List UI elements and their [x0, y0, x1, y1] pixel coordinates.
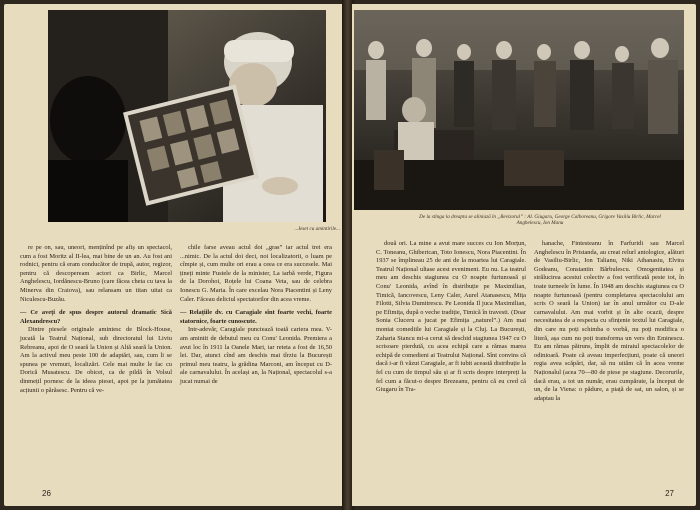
- page-number: 27: [665, 489, 674, 498]
- paragraph: hanache, Fintesteanu în Farfuridi sau Marcel Anghelescu în Pristanda, au creat relurl antologice, alături de Vasiliu-Birlic, Ion Talianu, Niki Athanasiu, Elvira Godeanu, Constantin Bărbulescu. Omogenitatea și strălucirea acestui colectiv a fost verificată peste tot, în toate turneele în lume. În 1948 am deschis stagiunea cu O noapte furtunoasă (pentru completarea spectacolului am scris O seară la Union) iar în anul următor cu D-ale carnavalului. Am mai vorbit și în alte ocazii, despre necesitatea de a respecta cu sfințenie textul lui Caragiale, din care nu poți schimba o vorbă, nu poți modifica o literă, așa cum nu poți transforma un vers din Eminescu. Eu am rămas pătruns, împlit de miraiul spectacolelor de odinioară. Poate că aveau imperfecțiuni, poate că uneori regia avea scăpări, dar, să nu uităm că în acea vreme Naționalul (acea 70—80 de piese pe stagiune. Decorurile, dacă erau, a tot un număr, erau cumpărate, la început de un, de la Viena: o pădure, a piață de sat, un salon, și se adaptau la: [534, 240, 684, 402]
- paragraph: re pe on, sau, uneori, menținînd pe afiș un spectacol, cum a fost Moritz al II-lea, mai bine de un an. Au fost ani rodnici, pentru că eram conducător de trupă, autor, regizor, pentru că descopeream actori ca Birlic, Marcel Anghelescu, Iordănescu-Bruno (care făcea cheta cu tava la Minerva din Craiova), sau relansam un titan uitat ca Niculescu-Buzău.: [20, 244, 172, 303]
- right-photo: [354, 10, 684, 210]
- left-photo: [48, 10, 326, 222]
- interview-answer: Intr-adevăr, Caragiale punctează toată cariera mea. V-am amintit de debutul meu cu Conu' Leonida. Premiera a avut loc în 1911 la Oanele Mari, iar reteta a fost de 16,50 lei. Dar, atunci cînd am deschis mai tîrziu la București primul meu teatru, la grădina Marconi, am început cu D-ale carnavalului. În același an, la Național, spectacolul s-a jucat numai de: [180, 326, 332, 385]
- left-column-1: [20, 244, 172, 395]
- page-number: 26: [42, 489, 51, 498]
- left-photo-caption: ...Ieset cu amintirile...: [294, 226, 340, 232]
- interview-answer: Dintre piesele originale amintesc de Block-House, jucată la Teatrul Național, sub directoratul lui Liviu Rebreanu, apoi de O seară la Union și Altă seară la Union. Am la activul meu peste 100 de adaptări, sau, cum li se spunea pe vremuri, localizări. Cele mai multe le fac cu Dorică Musatescu. De obicei, ca de pildă în Volsul dinmețil pornesc de la ideea piesei, apoi pe la jumătatea acțiunii o părăsesc. Pentru că ve-: [20, 326, 172, 394]
- left-column-2: [180, 244, 332, 387]
- photo-actors-group: [354, 10, 684, 210]
- right-photo-caption: De la stînga la dreapta se aliniază în „Revizorul” : Al. Giugaru, George Calboreanu, Grigore Vasiliu Birlic, Marcel Anghelescu, Ion Manu: [419, 214, 661, 227]
- interview-question: — Ce aveți de spus despre autorul dramatic Sică Alexandrescu?: [20, 309, 172, 326]
- right-column-1: [376, 240, 526, 395]
- interview-question: — Relațiile dv. cu Caragiale sînt foarte vechi, foarte statornice, foarte cunoscute.: [180, 309, 332, 326]
- paragraph: chile farse aveau actul doi „gras” iar actul trei era ...nimic. De la actul doi deci, noi localizatorii, o luam pe cîmpie și, cum multe ori erau a ceea ce era succesele. Mai țineți minte Fustele de la minister, La iarbă verde, Figura de la Dorohoi, Roțele lui Coana Veta, sau de celebra Ionescu G. Maria. În care excelau Nora Piacentini și Leny Caler. Făceau deliciul spectatorilor din acea vreme.: [180, 244, 332, 303]
- right-column-2: [534, 240, 684, 403]
- right-page: [352, 4, 696, 506]
- left-page: [4, 4, 346, 506]
- paragraph: două ori. La mine a avut mare succes cu Ion Morțun, C. Toneanu, Ghiberican, Toto Ionescu, Nora Piacentini. În 1937 se împlineau 25 de ani de la moartea lui Caragiale. Teatrul Național ultase acest eveniment. Eu nu. La teatrul meu am deschis stagiunea cu O noapte furtunoasă și Conu' Leonida, avînd în distribuție pe Maximilian, Timică, Iancovescu, Leny Caler, Aurel Atanasescu, Mița Filotti, Silvia Dumitrescu. Pe Leonida Il juca Maximilian, pe Efimița, după o veche tradiție, Timică în travesti. (Doar Sonia Cluceru a jucat pe Efimița „naturel”.) Am mai montat comediile lui Caragiale și la Cluj. La București, Zaharia Stancu mi-a cerut să deschid stagiunea 1947 cu O scrisoare pierdută, cu acea echipă care a rămas marea echipă de comedieni ai Teatrului Național. Sînt convins că dacă i-ar fi văzut Caragiale, ar fi iubit această distribuție la fel cu cum de timpul său și ar fi scris despre interpreți la fel cum a făcut-o despre Brezeanu, pentru că eu cred că Giugaru în Tra-: [376, 240, 526, 394]
- photo-actor-with-portraits: [48, 10, 326, 222]
